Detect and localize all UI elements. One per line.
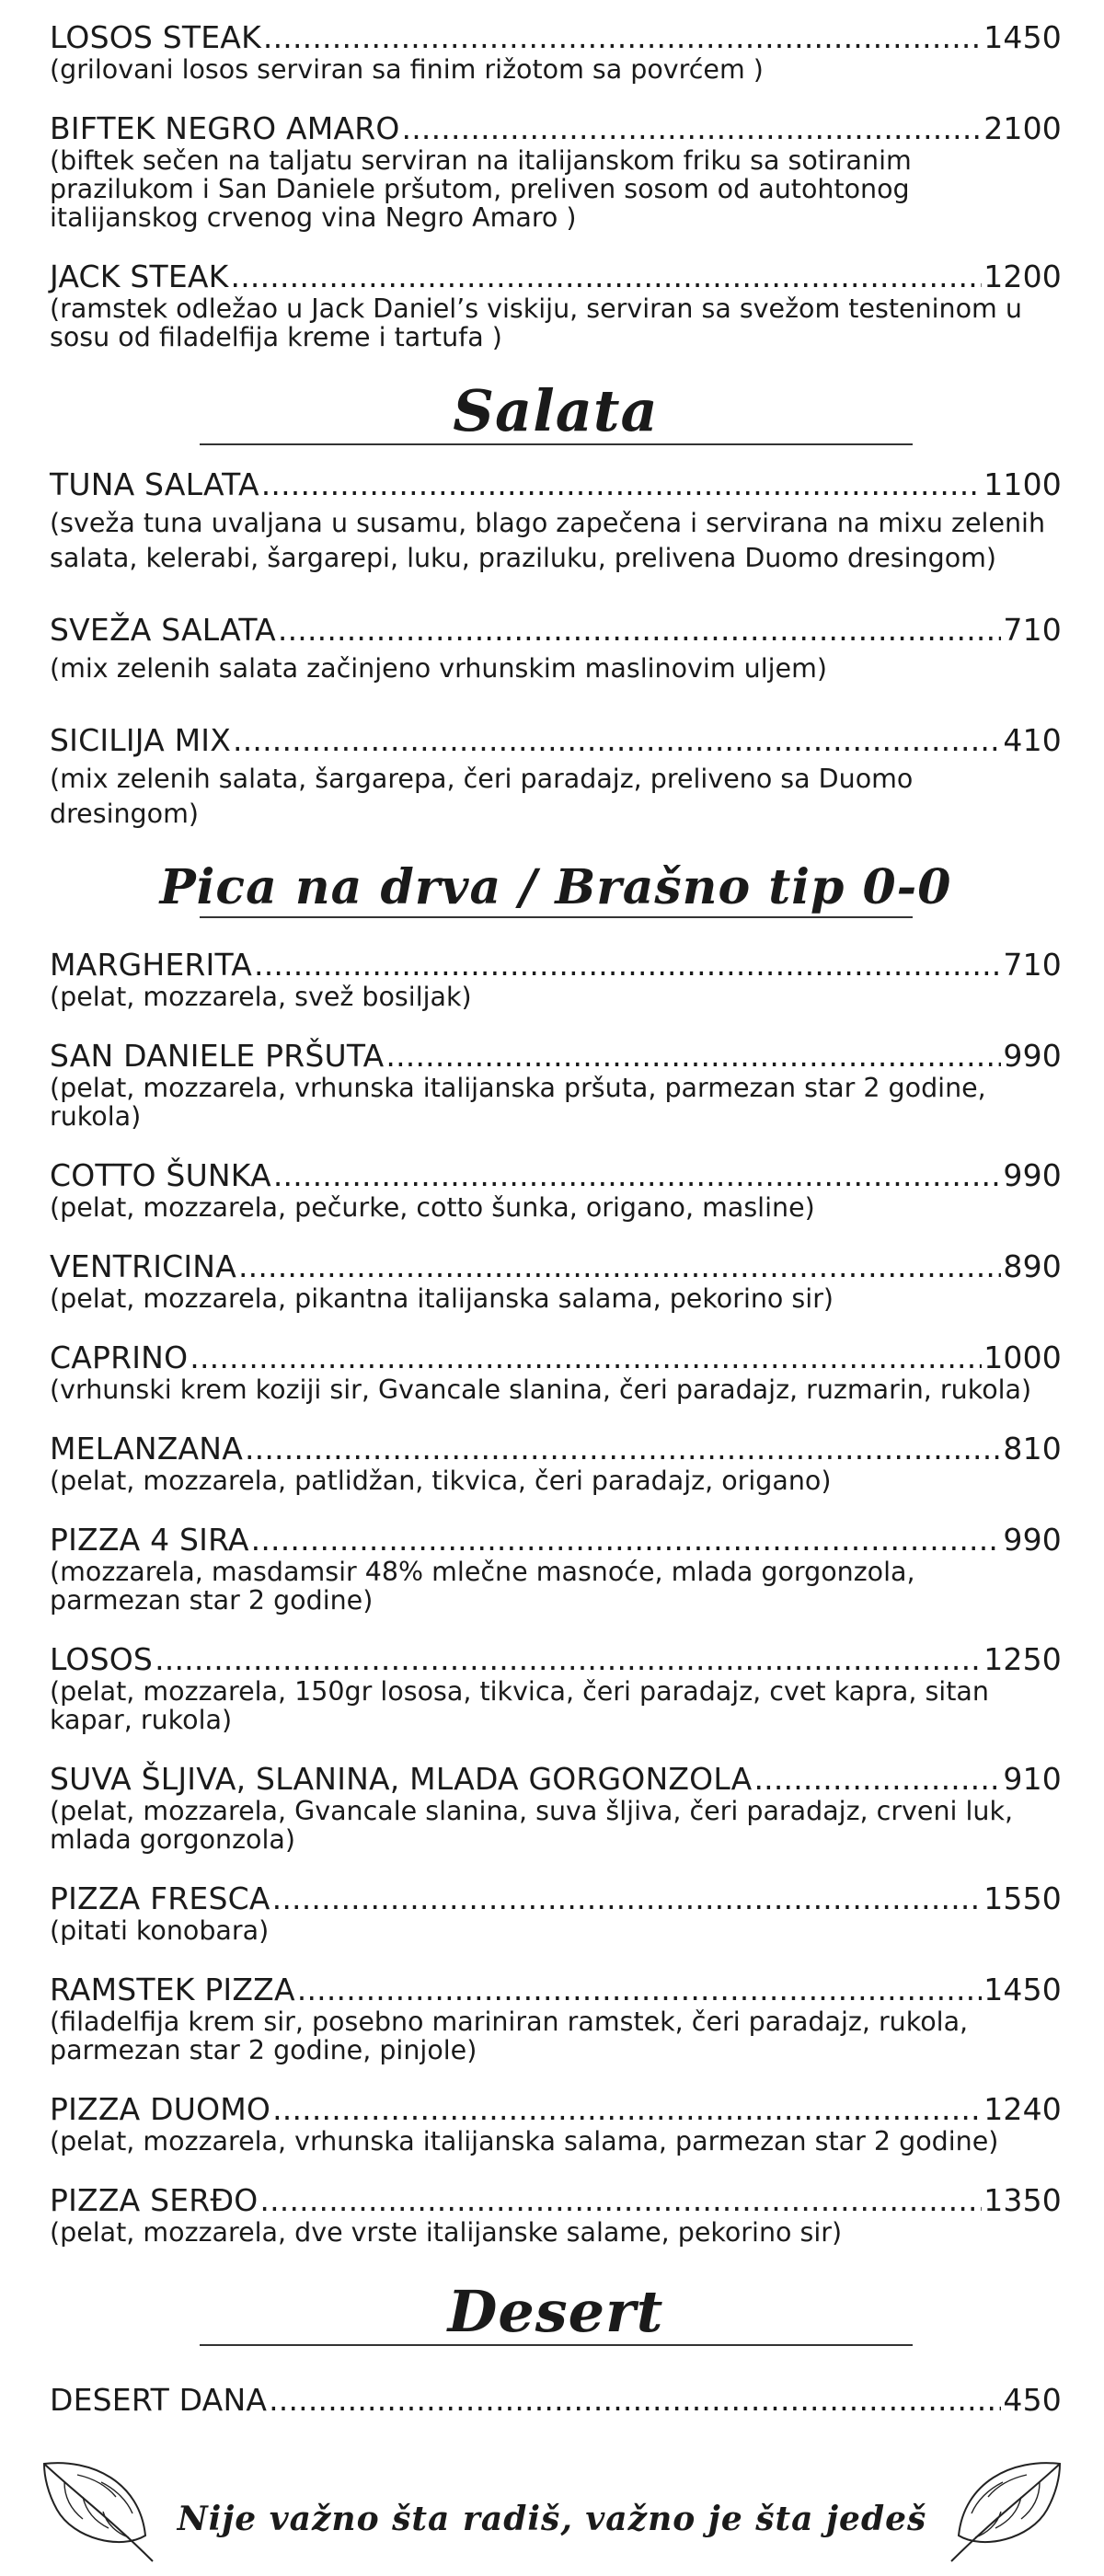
menu-item: [50, 1881, 1062, 1945]
leaf-icon: [37, 2455, 156, 2565]
steak-list: [50, 20, 1062, 351]
item-price: 1350: [983, 2182, 1062, 2218]
item-price: 1450: [983, 19, 1062, 55]
item-name: CAPRINO: [50, 1340, 189, 1375]
item-description: (pelat, mozzarela, Gvancale slanina, suva šljiva, čeri paradajz, crveni luk, mlada gorgonzola): [50, 1796, 1014, 1855]
dot-leader: [272, 1881, 983, 1916]
menu-item: [50, 259, 1062, 351]
menu-item: [50, 948, 1062, 1011]
item-name: VENTRICINA: [50, 1248, 236, 1284]
item-name: LOSOS: [50, 1641, 154, 1677]
item-name: PIZZA 4 SIRA: [50, 1522, 249, 1558]
dot-leader: [259, 2183, 982, 2218]
salata-list: [50, 467, 1062, 832]
item-price: 990: [1003, 1522, 1062, 1558]
item-description: (pelat, mozzarela, pikantna italijanska salama, pekorino sir): [50, 1283, 834, 1314]
item-name: PIZZA FRESCA: [50, 1880, 270, 1916]
item-description: (pelat, mozzarela, pečurke, cotto šunka, origano, masline): [50, 1192, 815, 1223]
dot-leader: [238, 1249, 1001, 1284]
item-price: 1000: [983, 1340, 1062, 1375]
item-name: SAN DANIELE PRŠUTA: [50, 1038, 385, 1074]
dot-leader: [233, 723, 1001, 758]
dot-leader: [254, 948, 1001, 983]
item-description: (mozzarela, masdamsir 48% mlečne masnoće, mlada gorgonzola, parmezan star 2 godine): [50, 1557, 915, 1616]
item-price: 810: [1003, 1431, 1062, 1466]
item-name: BIFTEK NEGRO AMARO: [50, 110, 400, 146]
menu-item: [50, 20, 1062, 84]
dot-leader: [251, 1523, 1002, 1558]
item-description: (pelat, mozzarela, patlidžan, tikvica, čeri paradajz, origano): [50, 1466, 832, 1496]
item-description: (pelat, mozzarela, vrhunska italijanska salama, parmezan star 2 godine): [50, 2126, 999, 2156]
item-name: RAMSTEK PIZZA: [50, 1972, 295, 2007]
menu-item: [50, 1642, 1062, 1734]
item-price: 1450: [983, 1972, 1062, 2007]
leaf-icon: [948, 2455, 1067, 2565]
item-description: (grilovani losos serviran sa finim rižotom sa povrćem ): [50, 54, 764, 85]
section-title: Salata: [453, 377, 659, 444]
item-description: (mix zelenih salata, šargarepa, čeri paradajz, preliveno sa Duomo dresingom): [50, 764, 914, 829]
item-name: MARGHERITA: [50, 947, 253, 983]
menu-item: [50, 1249, 1062, 1313]
section-heading-desert: [50, 2280, 1062, 2346]
menu-item: [50, 2183, 1062, 2247]
dot-leader: [190, 1340, 982, 1375]
dot-leader: [269, 2383, 1001, 2418]
dot-leader: [263, 20, 982, 55]
item-price: 1200: [983, 259, 1062, 294]
item-description: (filadelfija krem sir, posebno mariniran ramstek, čeri paradajz, rukola, parmezan star 2 godine, pinjole): [50, 2007, 969, 2065]
menu-item: [50, 1432, 1062, 1495]
item-name: MELANZANA: [50, 1431, 243, 1466]
item-name: SUVA ŠLJIVA, SLANINA, MLADA GORGONZOLA: [50, 1761, 753, 1797]
menu-item: [50, 467, 1062, 576]
item-price: 410: [1003, 722, 1062, 758]
dot-leader: [272, 2092, 982, 2127]
menu-item: [50, 1340, 1062, 1404]
item-name: COTTO ŠUNKA: [50, 1157, 271, 1193]
footer-tagline: Nije važno šta radiš, važno je šta jedeš: [177, 2500, 927, 2538]
item-price: 1100: [983, 466, 1062, 502]
item-name: SVEŽA SALATA: [50, 612, 276, 648]
footer: [37, 2455, 1067, 2565]
dot-leader: [155, 1642, 982, 1677]
item-description: (ramstek odležao u Jack Daniel’s viskiju, serviran sa svežom testeninom u sosu od filadelfija kreme i tartufa ): [50, 293, 1022, 352]
dot-leader: [753, 1762, 1001, 1797]
pica-list: [50, 948, 1062, 2247]
item-description: (pelat, mozzarela, dve vrste italijanske salame, pekorino sir): [50, 2217, 843, 2248]
item-description: (mix zelenih salata začinjeno vrhunskim maslinovim uljem): [50, 653, 827, 684]
item-price: 890: [1003, 1248, 1062, 1284]
item-description: (pitati konobara): [50, 1915, 270, 1946]
section-title: Pica na drva / Brašno tip 0-0: [159, 859, 952, 915]
item-price: 710: [1003, 612, 1062, 648]
dot-leader: [273, 1158, 1002, 1193]
item-name: PIZZA DUOMO: [50, 2091, 271, 2127]
item-price: 2100: [983, 110, 1062, 146]
menu-item: [50, 1972, 1062, 2064]
item-price: 990: [1003, 1038, 1062, 1074]
dot-leader: [245, 1432, 1001, 1466]
item-description: (sveža tuna uvaljana u susamu, blago zapečena i servirana na mixu zelenih salata, kelerabi, šargarepi, luku, praziluku, prelivena Duomo dresingom): [50, 508, 1046, 573]
item-price: 1250: [983, 1641, 1062, 1677]
item-name: TUNA SALATA: [50, 466, 259, 502]
item-name: SICILIJA MIX: [50, 722, 232, 758]
menu-item: [50, 1039, 1062, 1131]
menu-item: [50, 723, 1062, 832]
section-heading-pica: [50, 859, 1062, 918]
section-heading-salata: [50, 379, 1062, 445]
item-price: 450: [1003, 2382, 1062, 2418]
menu-item: [50, 2092, 1062, 2156]
desert-list: [50, 2383, 1062, 2418]
item-price: 710: [1003, 947, 1062, 983]
section-divider: [200, 916, 913, 918]
item-name: LOSOS STEAK: [50, 19, 261, 55]
item-description: (vrhunski krem koziji sir, Gvancale slanina, čeri paradajz, ruzmarin, rukola): [50, 1374, 1032, 1405]
dot-leader: [402, 111, 983, 146]
dot-leader: [385, 1039, 1001, 1074]
menu-item: [50, 2383, 1062, 2418]
dot-leader: [297, 1972, 982, 2007]
item-name: PIZZA SERĐO: [50, 2182, 259, 2218]
item-name: JACK STEAK: [50, 259, 229, 294]
item-description: (pelat, mozzarela, 150gr lososa, tikvica, čeri paradajz, cvet kapra, sitan kapar, rukola): [50, 1676, 989, 1735]
menu-item: [50, 1158, 1062, 1222]
item-description: (pelat, mozzarela, vrhunska italijanska pršuta, parmezan star 2 godine, rukola): [50, 1073, 986, 1132]
dot-leader: [231, 259, 983, 294]
item-price: 1240: [983, 2091, 1062, 2127]
section-title: Desert: [447, 2278, 664, 2345]
menu-item: [50, 111, 1062, 232]
dot-leader: [261, 467, 982, 502]
menu-item: [50, 1762, 1062, 1854]
item-name: DESERT DANA: [50, 2382, 268, 2418]
item-price: 1550: [983, 1880, 1062, 1916]
item-description: (biftek sečen na taljatu serviran na italijanskom friku sa sotiranim prazilukom i San Daniele pršutom, preliven sosom od autohtonog italijanskog crvenog vina Negro Amaro ): [50, 145, 912, 233]
item-price: 990: [1003, 1157, 1062, 1193]
item-price: 910: [1003, 1761, 1062, 1797]
menu-item: [50, 613, 1062, 686]
menu-item: [50, 1523, 1062, 1615]
dot-leader: [278, 613, 1002, 648]
menu-page: [50, 20, 1062, 2445]
item-description: (pelat, mozzarela, svež bosiljak): [50, 982, 472, 1012]
